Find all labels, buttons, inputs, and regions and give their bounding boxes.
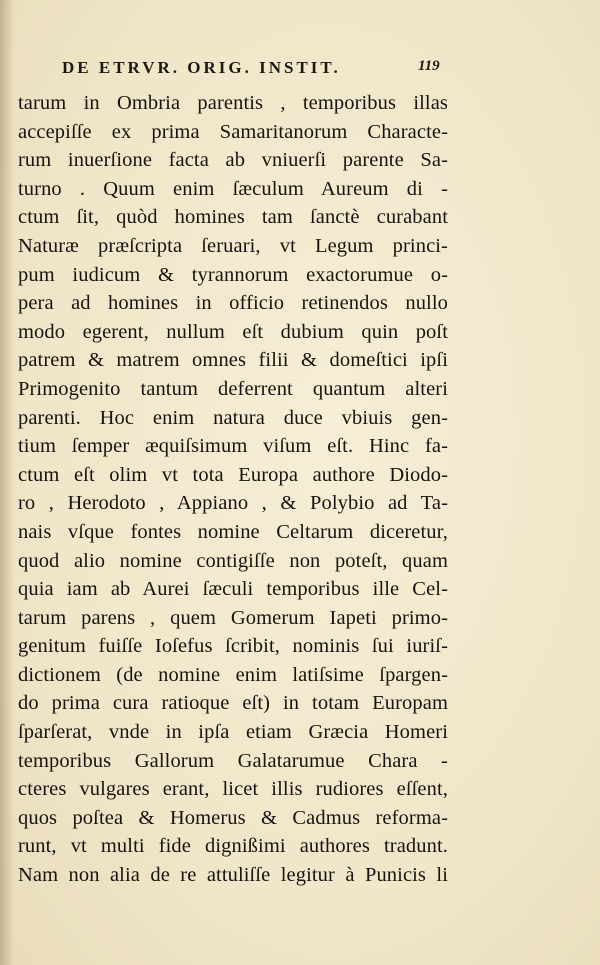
text-line: nais vſque fontes nomine Celtarum diceretur, <box>18 520 448 543</box>
text-line: ctum eſt olim vt tota Europa authore Diodo- <box>18 463 448 486</box>
text-line: ro , Herodoto , Appiano , & Polybio ad Ta- <box>18 492 448 515</box>
running-head <box>0 58 600 82</box>
body-text <box>18 89 448 890</box>
text-line: runt, vt multi fide dignißimi authores tradunt. <box>18 835 448 858</box>
text-line: tarum parens , quem Gomerum Iapeti primo- <box>18 606 448 629</box>
page-number: 119 <box>418 58 440 74</box>
text-line: pera ad homines in officio retinendos nullo <box>18 292 448 315</box>
text-line: modo egerent, nullum eſt dubium quin poſt <box>18 320 448 343</box>
text-line: quos poſtea & Homerus & Cadmus reforma- <box>18 806 448 829</box>
text-line: quod alio nomine contigiſſe non poteſt, quam <box>18 549 448 572</box>
text-line: genitum fuiſſe Ioſefus ſcribit, nominis ſui iuriſ- <box>18 635 448 658</box>
text-line: patrem & matrem omnes filii & domeſtici ipſi <box>18 349 448 372</box>
text-line: Nam non alia de re attuliſſe legitur à Punicis li <box>18 864 448 887</box>
text-line: Primogenito tantum deferrent quantum alteri <box>18 377 448 400</box>
text-line: Naturæ præſcripta ſeruari, vt Legum princi- <box>18 234 448 257</box>
text-line: temporibus Gallorum Galatarumue Chara - <box>18 749 448 772</box>
text-line: quia iam ab Aurei ſæculi temporibus ille Cel- <box>18 578 448 601</box>
running-title: DE ETRVR. ORIG. INSTIT. <box>62 58 341 77</box>
gutter-shadow <box>0 0 14 965</box>
text-line: ſparſerat, vnde in ipſa etiam Græcia Homeri <box>18 721 448 744</box>
text-line: cteres vulgares erant, licet illis rudiores eſſent, <box>18 778 448 801</box>
text-line: turno . Quum enim ſæculum Aureum di - <box>18 177 448 200</box>
text-line: pum iudicum & tyrannorum exactorumue o- <box>18 263 448 286</box>
text-line: tarum in Ombria parentis , temporibus illas <box>18 92 448 114</box>
text-line: do prima cura ratioque eſt) in totam Europam <box>18 692 448 715</box>
text-line: accepiſſe ex prima Samaritanorum Characte- <box>18 120 448 143</box>
text-line: ctum ſit, quòd homines tam ſanctè curabant <box>18 206 448 229</box>
text-line: tium ſemper æquiſsimum viſum eſt. Hinc fa- <box>18 435 448 458</box>
text-line: parenti. Hoc enim natura duce vbiuis gen- <box>18 406 448 429</box>
text-line: dictionem (de nomine enim latiſsime ſpargen- <box>18 663 448 686</box>
text-line: rum inuerſione facta ab vniuerſi parente Sa- <box>18 149 448 172</box>
